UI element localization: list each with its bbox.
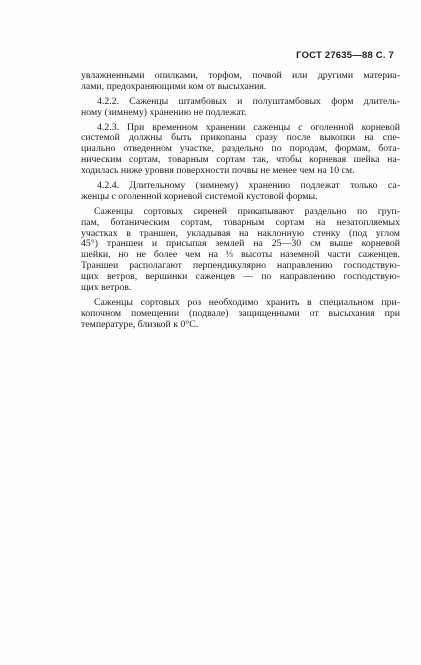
paragraph-4-2-2 (81, 97, 400, 119)
text-line: щих ветров. (81, 282, 132, 294)
paragraph-4-2-4 (81, 181, 400, 203)
text-line: шейки, но не более чем на ⅓ высоты наземной части саженцев. (81, 249, 400, 261)
text-line: ническим сортам, товарным сортам так, чтобы корневая шейка на- (81, 154, 400, 166)
running-head: ГОСТ 27635—88 С. 7 (296, 50, 394, 61)
text-line: копочном помещении (подвале) защищенными от высыхания при (81, 307, 400, 319)
text-line: Саженцы сортовых роз необходимо хранить в специальном при- (94, 296, 400, 308)
text-line: ному (зимнему) хранению не подлежат. (81, 106, 247, 118)
text-line: 4.2.4. Длительному (зимнему) хранению подлежат только са- (97, 180, 400, 192)
text-line: лами, предохраняющими ком от высыхания. (81, 80, 267, 92)
paragraph-lilac (81, 207, 400, 294)
text-line: щих ветров, вершинки саженцев — по направлению господствую- (81, 271, 400, 283)
text-line: системой должны быть прикопаны сразу после выкопки на спе- (81, 132, 400, 144)
text-line: женцы с оголенной корневой системой кустовой формы. (81, 190, 318, 202)
text-line: Траншеи располагают перпендикулярно направлению господствую- (81, 260, 400, 272)
text-line: циально отведенном участке, раздельно по породам, формам, бота- (81, 143, 400, 155)
text-line: 45°) траншеи и присыпая землей на 25—30 см выше корневой (81, 238, 400, 250)
text-line: увлажненными опилками, торфом, почвой или другими материа- (81, 70, 400, 81)
text-line: температуре, близкой к 0°С. (81, 318, 199, 330)
text-line: 4.2.3. При временном хранении саженцы с оголенной корневой (97, 121, 400, 133)
document-body (81, 71, 400, 335)
text-line: пам, ботаническим сортам, товарным сортам на незатопляемых (81, 216, 400, 228)
text-line: участках в траншеи, укладывая на наклонную стенку (под углом (81, 227, 400, 239)
paragraph-roses (81, 298, 400, 331)
paragraph-continuation (81, 71, 400, 93)
text-line: 4.2.2. Саженцы штамбовых и полуштамбовых форм длитель- (97, 95, 400, 107)
text-line: Саженцы сортовых сиреней прикапывают раздельно по груп- (94, 205, 400, 217)
paragraph-4-2-3 (81, 123, 400, 177)
text-line: ходилась ниже уровня поверхности почвы не менее чем на 10 см. (81, 165, 355, 177)
